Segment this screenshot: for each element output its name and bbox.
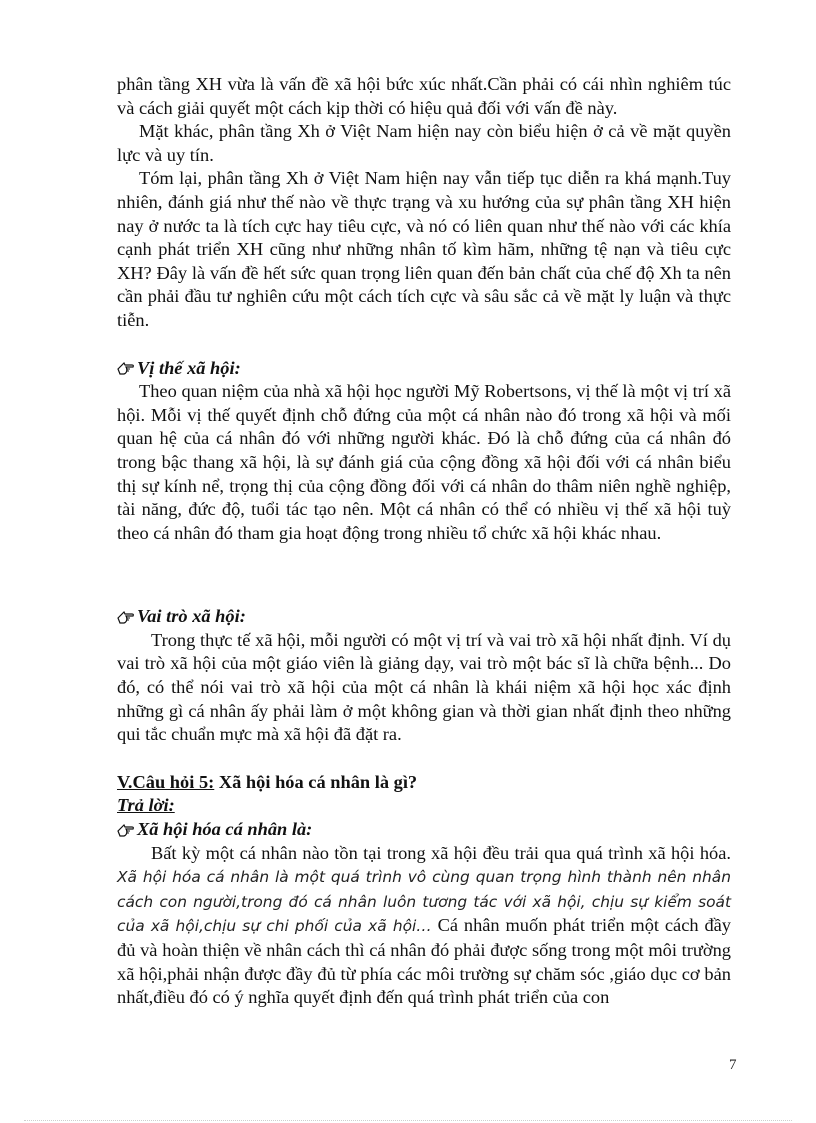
question-body-start: Bất kỳ một cá nhân nào tồn tại trong xã hội đều trải qua quá trình xã hội hóa.: [151, 842, 731, 863]
section-heading-vi-the-text: Vị thế xã hội:: [137, 357, 241, 378]
pointing-hand-icon: [117, 822, 135, 838]
spacer: [117, 333, 731, 357]
question-body-end: Cá nhân muốn phát triển một cách đầy đủ và hoàn thiện về nhân cách thì cá nhân đó phải được sống trong một môi trường xã hội,phải nhận được đầy đủ từ phía các môi trường sự chăm sóc ,giáo dục cơ bản nhất,điều đó có ý nghĩa quyết định đến quá trình phát triển của con: [117, 915, 732, 1008]
paragraph-2: Mặt khác, phân tầng Xh ở Việt Nam hiện nay còn biểu hiện ở cả về mặt quyền lực và uy tín.: [117, 121, 731, 165]
question-label: V.Câu hỏi 5:: [117, 771, 215, 792]
section-heading-vi-the: [117, 357, 731, 381]
section-body-vai-tro: Trong thực tế xã hội, mỗi người có một vị trí và vai trò xã hội nhất định. Ví dụ vai trò xã hội của một giáo viên là giảng dạy, vai trò một bác sĩ là chữa bệnh... Do đó, có thể nói vai trò xã hội của một cá nhân là khái niệm xã hội học xác định những gì cá nhân ấy phải làm ở một không gian và thời gian nhất định theo những qui tắc chuẩn mực mà xã hội đã đặt ra.: [117, 629, 731, 745]
paragraph-3: Tóm lại, phân tầng Xh ở Việt Nam hiện nay vẫn tiếp tục diễn ra khá mạnh.Tuy nhiên, đánh giá như thế nào về thực trạng và xu hướng của sự phân tầng XH hiện nay ở nước ta là tích cực hay tiêu cực, và nó có liên quan như thế nào với các khía cạnh phát triển XH cũng như những nhân tố kìm hãm, những tệ nạn và tiêu cực XH? Đây là vấn đề hết sức quan trọng liên quan đến bản chất của chế độ Xh ta nên cần phải đầu tư nghiên cứu một cách tích cực và sâu sắc cả về mặt ly luận và thực tiễn.: [117, 168, 731, 330]
section-heading-vai-tro: [117, 605, 731, 629]
spacer: [117, 747, 731, 771]
page-number: 7: [729, 1057, 737, 1073]
question-subheading-text: Xã hội hóa cá nhân là:: [137, 819, 313, 840]
page-content: [117, 73, 731, 1010]
question-heading: [117, 771, 731, 795]
answer-label: Trả lời:: [117, 795, 175, 816]
question-text: Xã hội hóa cá nhân là gì?: [214, 771, 418, 792]
spacer: [117, 545, 731, 605]
section-heading-vai-tro-text: Vai trò xã hội:: [137, 606, 246, 627]
question-body: [117, 842, 731, 1010]
pointing-hand-icon: [117, 609, 135, 625]
section-body-vi-the: Theo quan niệm của nhà xã hội học người Mỹ Robertsons, vị thế là một vị trí xã hội. Mỗi vị thế quyết định chỗ đứng của một cá nhân nào đó trong xã hội và mối quan hệ của cá nhân đó với những người khác. Đó là chỗ đứng của cá nhân đó trong bậc thang xã hội, là sự đánh giá của cộng đồng xã hội đối với cá nhân biểu thị sự kính nể, trọng thị của cộng đồng đối với cá nhân do thâm niên nghề nghiệp, tài năng, đức độ, tuổi tác tạo nên. Một cá nhân có thể có nhiều vị thế xã hội tuỳ theo cá nhân đó tham gia hoạt động trong nhiều tổ chức xã hội khác nhau.: [117, 381, 731, 543]
question-subheading: [117, 818, 731, 842]
pointing-hand-icon: [117, 360, 135, 376]
page-bottom-divider: [24, 1120, 792, 1121]
question-body-italic: Xã hội hóa cá nhân là một quá trình vô cùng quan trọng hình thành nên nhân cách con người,trong đó cá nhân luôn tương tác với xã hội, chịu sự kiểm soát của xã hội,chịu sự chi phối của xã hội…: [117, 868, 731, 936]
paragraph-1: phân tầng XH vừa là vấn đề xã hội bức xúc nhất.Cần phải có cái nhìn nghiêm túc và cách giải quyết một cách kịp thời có hiệu quả đối với vấn đề này.: [117, 74, 731, 118]
